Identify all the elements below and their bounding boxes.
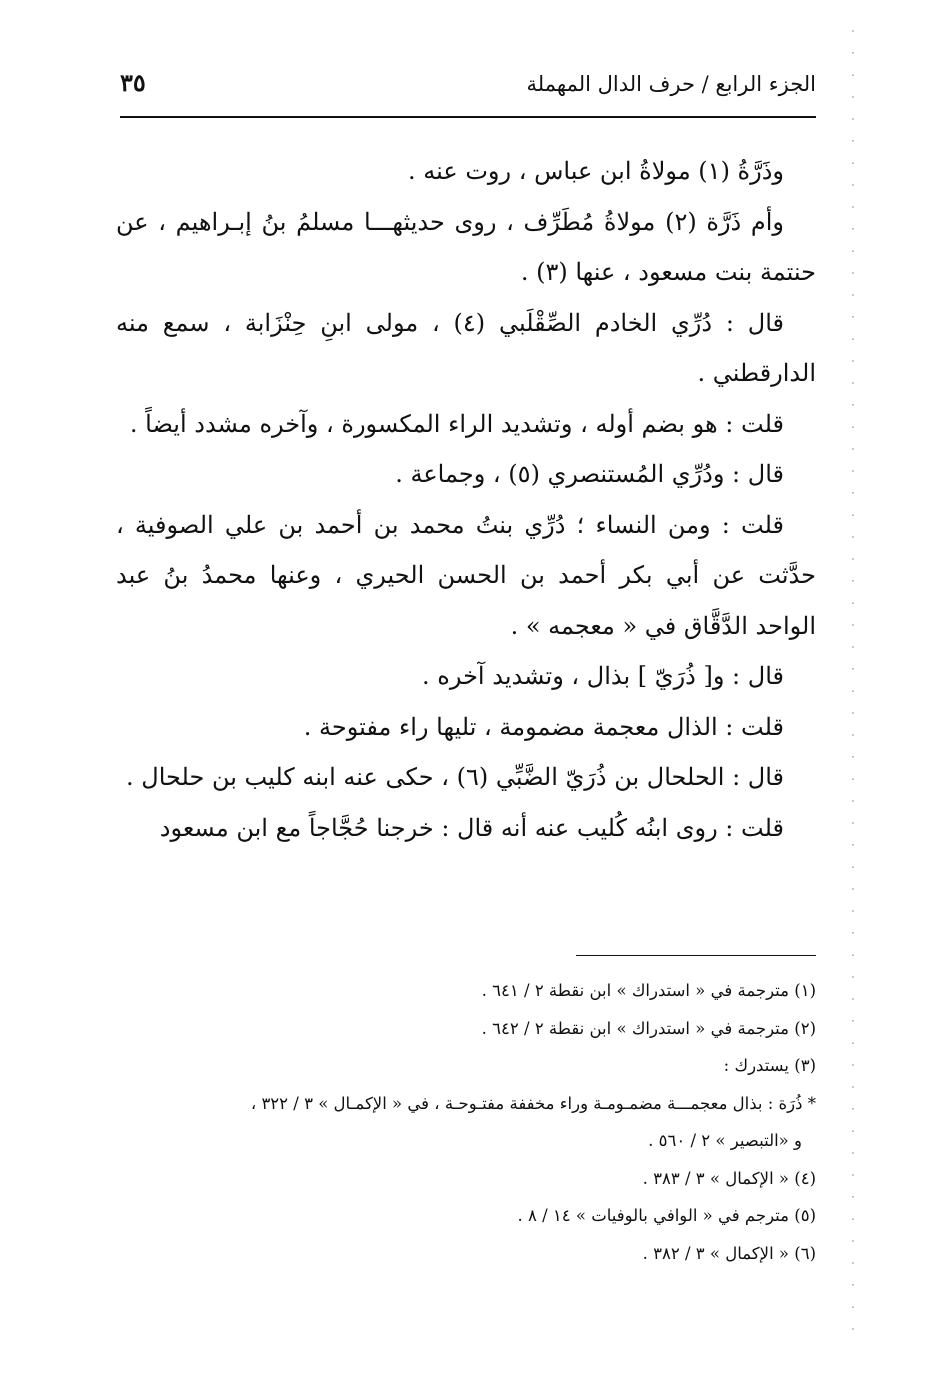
paragraph: قال : الحلحال بن ذُرَيّ الضَّبِّي (٦) ، حكى عنه ابنه كليب بن حلحال . (126, 763, 784, 791)
paragraph: وذَرَّةُ (١) مولاةُ ابن عباس ، روت عنه . (408, 157, 784, 185)
page-number: ٣٥ (120, 68, 146, 97)
footnote-6: (٦) « الإكمال » ٣ / ٣٨٢ . (642, 1243, 816, 1263)
paragraph: قال : دُرِّي الخادم الصِّقْلَبي (٤) ، مولى ابنِ حِنْزَابة ، سمع منه الدارقطني . (116, 308, 816, 387)
footnote-5: (٥) مترجم في « الوافي بالوفيات » ١٤ / ٨ . (517, 1206, 816, 1225)
paragraph: قلت : روى ابنُه كُليب عنه أنه قال : خرجنا حُجَّاجاً مع ابن مسعود (159, 813, 784, 842)
paragraph: قلت : الذال معجمة مضمومة ، تليها راء مفتوحة . (303, 712, 784, 741)
main-text (116, 146, 816, 853)
footnote-3: (٣) يستدرك : (723, 1056, 816, 1075)
footnote-rule (576, 955, 816, 956)
footnotes (116, 972, 816, 1272)
paragraph: وأم ذَرَّة (٢) مولاةُ مُطَرِّف ، روى حديثهـــا مسلمُ بنُ إبـراهيم ، عن حنتمة بنت مسعود ، عنها (٣) . (116, 207, 816, 286)
page-header (120, 68, 816, 108)
paragraph: قال : و[ ذُرَيّ ] بذال ، وتشديد آخره . (422, 662, 784, 690)
footnote-2: (٢) مترجمة في « استدراك » ابن نقطة ٢ / ٦٤٢ . (481, 1018, 816, 1038)
header-rule (120, 116, 816, 118)
footnote-3-addendum: * ذُرَة : بذال معجمـــة مضمـومـة وراء مخففة مفتـوحـة ، في « الإكمـال » ٣ / ٣٢٢ ، (250, 1093, 816, 1113)
footnote-4: (٤) « الإكمال » ٣ / ٣٨٣ . (642, 1168, 816, 1188)
running-title: الجزء الرابع / حرف الدال المهملة (526, 72, 816, 96)
footnote-3-addendum-continued: و «التبصير » ٢ / ٥٦٠ . (648, 1131, 802, 1150)
footnote-1: (١) مترجمة في « استدراك » ابن نقطة ٢ / ٦٤١ . (481, 981, 816, 1000)
paragraph: قلت : هو بضم أوله ، وتشديد الراء المكسورة ، وآخره مشدد أيضاً . (129, 409, 784, 438)
scan-margin-dots (852, 20, 854, 1350)
paragraph: قلت : ومن النساء ؛ دُرِّي بنتُ محمد بن أحمد بن علي الصوفية ، حدَّثت عن أبي بكر أحمد بن الحسن الحيري ، وعنها محمدُ بنُ عبد الواحد الدَّقَّاق في « معجمه » . (116, 510, 816, 640)
paragraph: قال : ودُرِّي المُستنصري (٥) ، وجماعة . (395, 460, 784, 488)
